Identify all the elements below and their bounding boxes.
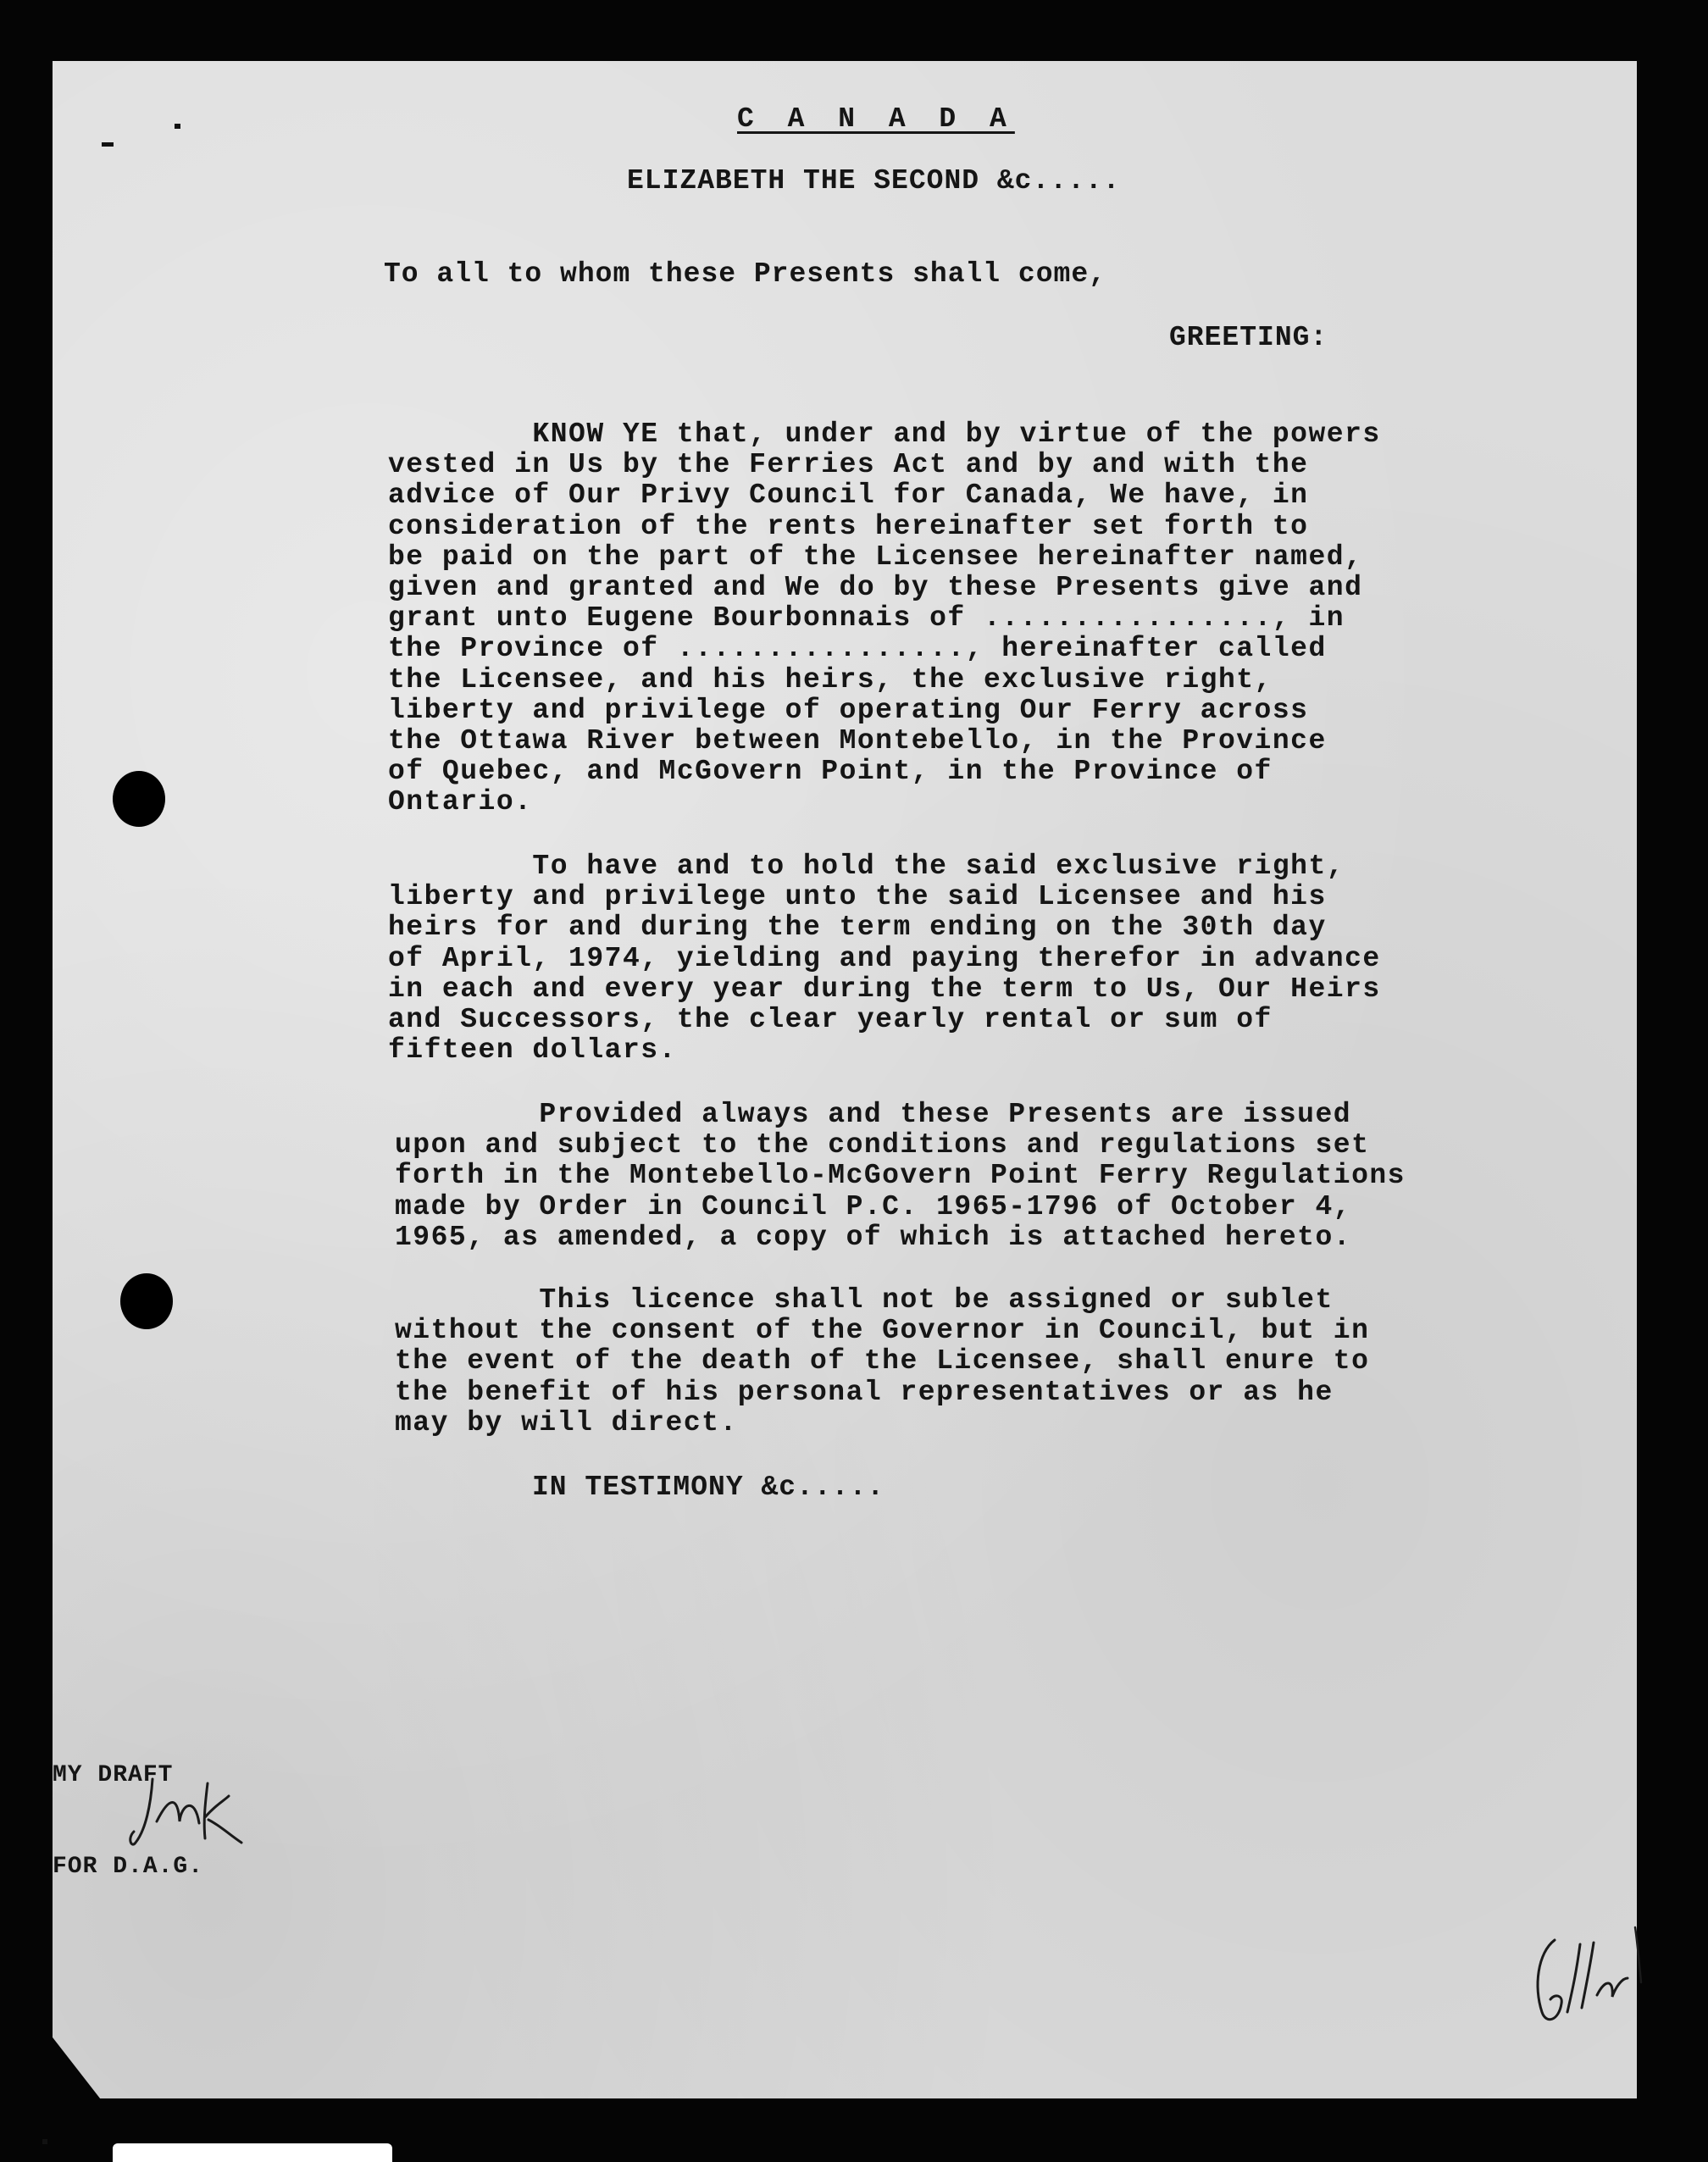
handwritten-initials	[127, 1771, 254, 1855]
ink-speck	[102, 142, 114, 147]
term-paragraph: To have and to hold the said exclusive right, liberty and privilege unto the said Licensee and his heirs for and during the term ending on the 30th day of April, 1974, yielding and paying therefor in advance in each and every year during the term to Us, Our Heirs and Successors, the clear yearly rental or sum of fifteen dollars.	[388, 851, 1381, 1067]
margin-signature	[1521, 1919, 1648, 2042]
grant-paragraph: KNOW YE that, under and by virtue of the powers vested in Us by the Ferries Act and by and with the advice of Our Privy Council for Canada, We have, in consideration of the rents hereinafter set forth to be paid on the part of the Licensee hereinafter named, given and granted and We do by these Presents give and grant unto Eugene Bourbonnais of ................, in the Province of ................, hereinafter called the Licensee, and his heirs, the exclusive right, liberty and privilege of operating Our Ferry across the Ottawa River between Montebello, in the Province of Quebec, and McGovern Point, in the Province of Ontario.	[388, 419, 1381, 818]
film-tab	[113, 2143, 392, 2162]
conditions-paragraph: Provided always and these Presents are issued upon and subject to the conditions and regulations set forth in the Montebello-McGovern Point Ferry Regulations made by Order in Council P.C. 1965-1796 of October 4, 1965, as amended, a copy of which is attached hereto.	[395, 1099, 1406, 1253]
punch-hole-top	[113, 771, 165, 827]
greeting-line: GREETING:	[1169, 322, 1328, 353]
country-heading: C A N A D A	[737, 103, 1015, 135]
ink-speck	[42, 2139, 47, 2144]
draft-note-bottom: FOR D.A.G.	[53, 1854, 204, 1880]
assignment-paragraph: This licence shall not be assigned or sublet without the consent of the Governor in Council, but in the event of the death of the Licensee, shall enure to the benefit of his personal representatives or as he may by will direct.	[395, 1284, 1370, 1439]
draft-note-top: MY DRAFT	[53, 1762, 174, 1788]
testimony-line: IN TESTIMONY &c.....	[532, 1472, 885, 1503]
document-page	[53, 61, 1637, 2098]
monarch-line: ELIZABETH THE SECOND &c.....	[627, 165, 1121, 197]
ink-speck	[175, 124, 180, 129]
salutation-line: To all to whom these Presents shall come,	[384, 258, 1106, 290]
punch-hole-bottom	[120, 1273, 173, 1329]
